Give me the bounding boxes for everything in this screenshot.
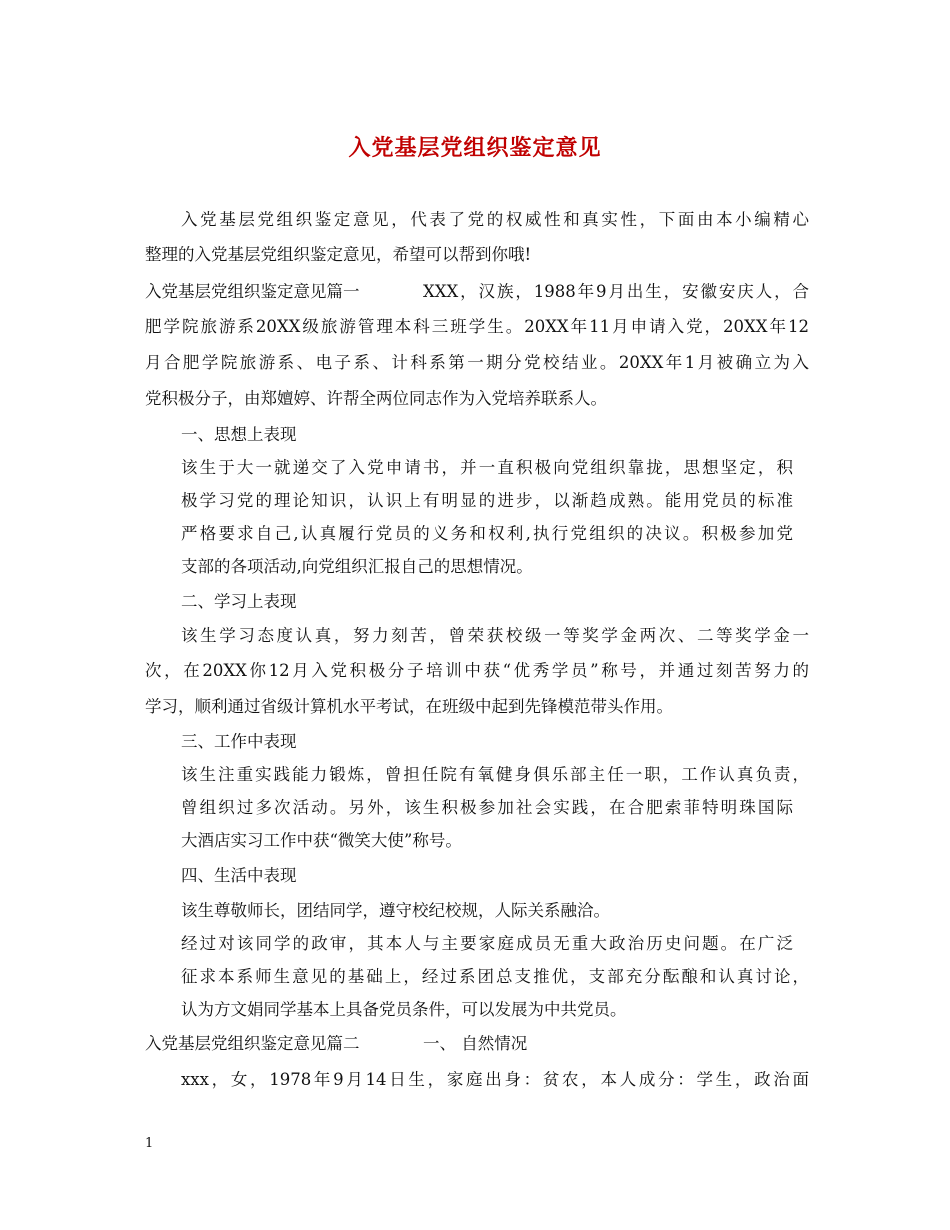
section-2-heading: 二、学习上表现	[181, 592, 297, 611]
section-4-heading: 四、生活中表现	[181, 866, 297, 885]
page-number: 1	[145, 1136, 154, 1151]
section-3-line-3: 大酒店实习工作中获“微笑大使”称号。	[181, 831, 462, 850]
document-title: 入党基层党组织鉴定意见	[348, 135, 602, 161]
section-1-line-3: 严格要求自己,认真履行党员的义务和权利,执行党组织的决议。积极参加党	[181, 524, 793, 543]
article-1-line-1: 肥学院旅游系20XX级旅游管理本科三班学生。20XX年11月申请入党，20XX年12	[145, 317, 809, 336]
section-3-line-2: 曾组织过多次活动。另外，该生积极参加社会实践，在合肥索菲特明珠国际	[181, 798, 793, 817]
section-1-line-1: 该生于大一就递交了入党申请书，并一直积极向党组织靠拢，思想坚定，积	[181, 458, 793, 477]
conclusion-line-2: 征求本系师生意见的基础上，经过系团总支推优，支部充分酝酿和认真讨论，	[181, 967, 809, 986]
section-2-line-1: 该生学习态度认真，努力刻苦，曾荣获校级一等奖学金两次、二等奖学金一	[181, 626, 809, 645]
section-2-line-3: 学习，顺利通过省级计算机水平考试，在班级中起到先锋模范带头作用。	[145, 697, 673, 716]
article-2-heading: 入党基层党组织鉴定意见篇二	[145, 1034, 360, 1053]
section-1-heading: 一、思想上表现	[181, 425, 297, 444]
conclusion-line-3: 认为方文娟同学基本上具备党员条件，可以发展为中共党员。	[181, 1000, 627, 1019]
section-3-line-1: 该生注重实践能力锻炼，曾担任院有氧健身俱乐部主任一职，工作认真负责，	[181, 765, 809, 784]
article-1-heading: 入党基层党组织鉴定意见篇一	[145, 282, 360, 301]
article-2-line-1: xxx，女，1978年9月14日生，家庭出身：贫农，本人成分：学生，政治面	[181, 1070, 809, 1089]
article-2-subheading: 一、 自然情况	[423, 1034, 528, 1053]
article-1-line-3: 党积极分子，由郑嬗婷、许帮全两位同志作为入党培养联系人。	[145, 389, 607, 408]
section-1-line-2: 极学习党的理论知识，认识上有明显的进步，以渐趋成熟。能用党员的标准	[181, 491, 793, 510]
article-1-line-2: 月合肥学院旅游系、电子系、计科系第一期分党校结业。20XX年1月被确立为入	[145, 353, 809, 372]
article-1-lead: XXX，汉族，1988年9月出生，安徽安庆人，合	[423, 282, 809, 301]
section-4-line-1: 该生尊敬师长，团结同学，遵守校纪校规，人际关系融洽。	[181, 901, 610, 920]
intro-line-1: 入党基层党组织鉴定意见，代表了党的权威性和真实性，下面由本小编精心	[181, 210, 809, 229]
section-2-line-2: 次，在20XX你12月入党积极分子培训中获“优秀学员”称号，并通过刻苦努力的	[145, 661, 809, 680]
intro-line-2: 整理的入党基层党组织鉴定意见，希望可以帮到你哦!	[145, 245, 532, 264]
section-1-line-4: 支部的各项活动,向党组织汇报自己的思想情况。	[181, 557, 533, 576]
conclusion-line-1: 经过对该同学的政审，其本人与主要家庭成员无重大政治历史问题。在广泛	[181, 934, 793, 953]
section-3-heading: 三、工作中表现	[181, 732, 297, 751]
